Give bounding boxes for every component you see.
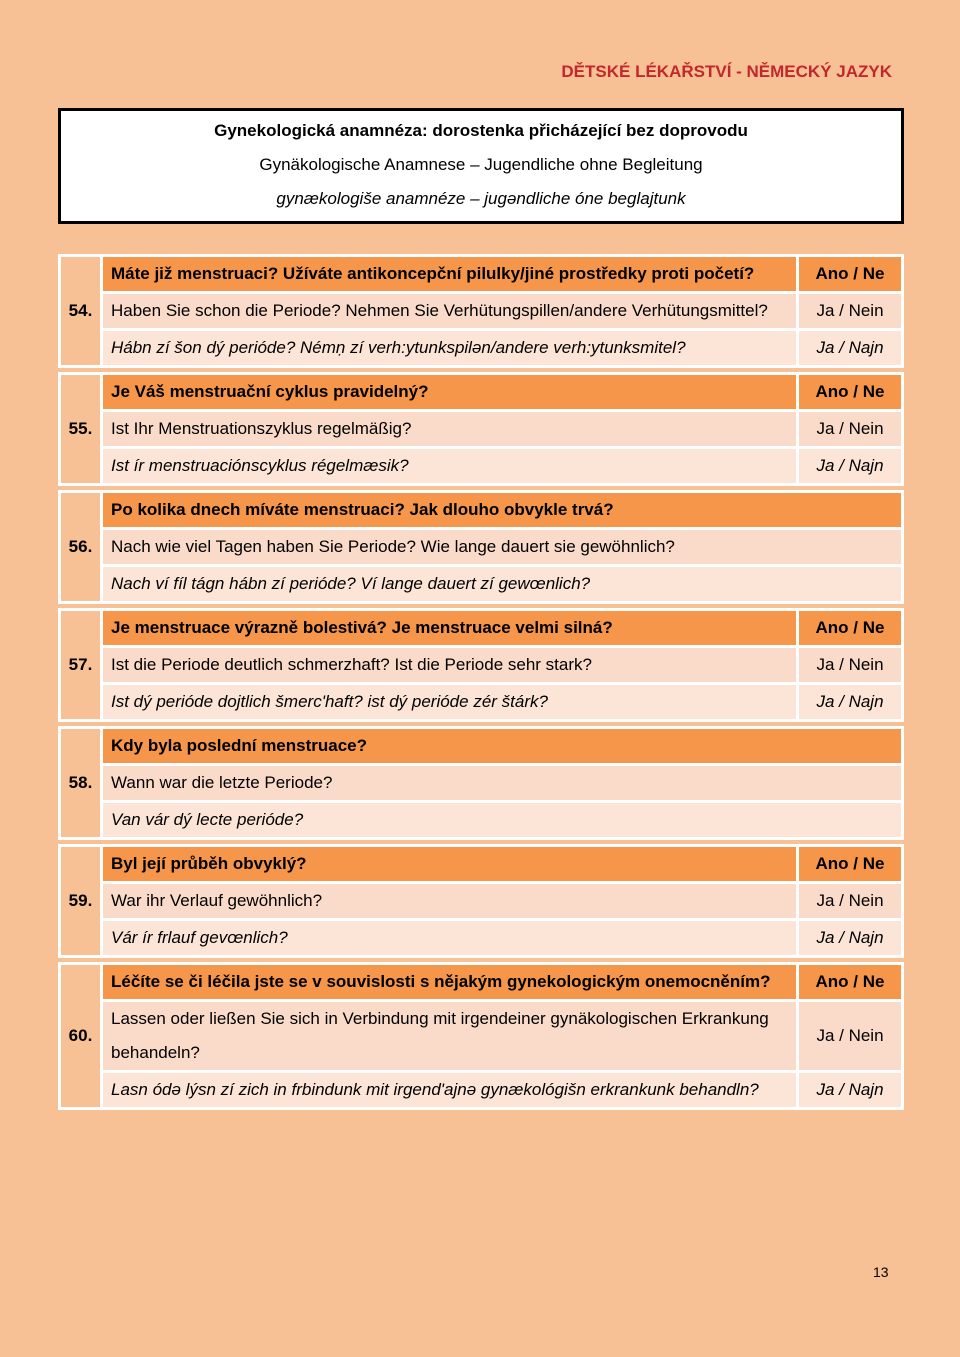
question-number: 57. [60, 610, 102, 721]
question-row-czech [60, 964, 903, 1001]
answer-czech: Ano / Ne [798, 374, 903, 411]
answer-german: Ja / Nein [798, 883, 903, 920]
question-czech: Byl její průběh obvyklý? [102, 846, 798, 883]
question-row-czech [60, 374, 903, 411]
question-row-german [60, 765, 903, 802]
answer-phonetic: Ja / Najn [798, 448, 903, 485]
row-separator [60, 957, 903, 964]
answer-czech: Ano / Ne [798, 964, 903, 1001]
answer-german: Ja / Nein [798, 647, 903, 684]
question-czech: Kdy byla poslední menstruace? [102, 728, 903, 765]
row-separator [60, 603, 903, 610]
page-number: 13 [873, 1264, 889, 1280]
title-phonetic: gynækologiše anamnéze – jugəndliche óne beglajtunk [276, 189, 686, 208]
answer-czech: Ano / Ne [798, 846, 903, 883]
question-row-czech [60, 256, 903, 293]
question-number: 55. [60, 374, 102, 485]
questions-table [58, 254, 904, 1110]
question-number: 59. [60, 846, 102, 957]
question-row-german [60, 1001, 903, 1072]
answer-german: Ja / Nein [798, 1001, 903, 1072]
question-row-phonetic [60, 684, 903, 721]
question-czech: Léčíte se či léčila jste se v souvislosti s nějakým gynekologickým onemocněním? [102, 964, 798, 1001]
answer-czech: Ano / Ne [798, 610, 903, 647]
question-row-phonetic [60, 330, 903, 367]
answer-phonetic: Ja / Najn [798, 920, 903, 957]
question-row-phonetic [60, 1072, 903, 1109]
question-german: Ist Ihr Menstruationszyklus regelmäßig? [102, 411, 798, 448]
question-german: Haben Sie schon die Periode? Nehmen Sie Verhütungspillen/andere Verhütungsmittel? [102, 293, 798, 330]
question-row-czech [60, 728, 903, 765]
question-number: 54. [60, 256, 102, 367]
row-separator [60, 485, 903, 492]
answer-german: Ja / Nein [798, 293, 903, 330]
question-german: Lassen oder ließen Sie sich in Verbindung mit irgendeiner gynäkologischen Erkrankung behandeln? [102, 1001, 798, 1072]
title-german: Gynäkologische Anamnese – Jugendliche ohne Begleitung [259, 155, 703, 174]
question-german: Wann war die letzte Periode? [102, 765, 903, 802]
question-row-german [60, 883, 903, 920]
question-phonetic: Nach ví fíl tágn hábn zí perióde? Ví lange dauert zí gewœnlich? [102, 566, 903, 603]
question-row-phonetic [60, 448, 903, 485]
question-german: Nach wie viel Tagen haben Sie Periode? Wie lange dauert sie gewöhnlich? [102, 529, 903, 566]
answer-czech: Ano / Ne [798, 256, 903, 293]
row-separator [60, 367, 903, 374]
question-number: 60. [60, 964, 102, 1109]
question-phonetic: Van vár dý lecte perióde? [102, 802, 903, 839]
row-separator [60, 721, 903, 728]
title-box [58, 108, 904, 224]
question-row-czech [60, 846, 903, 883]
question-row-german [60, 293, 903, 330]
row-separator [60, 839, 903, 846]
question-phonetic: Lasn ódə lýsn zí zich in frbindunk mit irgend'ajnə gynækológišn erkrankunk behandln? [102, 1072, 798, 1109]
question-czech: Máte již menstruaci? Užíváte antikoncepční pilulky/jiné prostředky proti početí? [102, 256, 798, 293]
answer-phonetic: Ja / Najn [798, 1072, 903, 1109]
question-row-czech [60, 610, 903, 647]
question-row-phonetic [60, 802, 903, 839]
question-phonetic: Ist dý perióde dojtlich šmerc'haft? ist dý perióde zér štárk? [102, 684, 798, 721]
answer-phonetic: Ja / Najn [798, 330, 903, 367]
question-german: War ihr Verlauf gewöhnlich? [102, 883, 798, 920]
document-header: DĚTSKÉ LÉKAŘSTVÍ - NĚMECKÝ JAZYK [561, 62, 892, 81]
question-phonetic: Vár ír frlauf gevœnlich? [102, 920, 798, 957]
question-czech: Je Váš menstruační cyklus pravidelný? [102, 374, 798, 411]
question-row-german [60, 647, 903, 684]
question-czech: Po kolika dnech míváte menstruaci? Jak dlouho obvykle trvá? [102, 492, 903, 529]
answer-german: Ja / Nein [798, 411, 903, 448]
question-phonetic: Ist ír menstruaciónscyklus régelmæsik? [102, 448, 798, 485]
question-row-phonetic [60, 566, 903, 603]
question-row-german [60, 411, 903, 448]
question-row-czech [60, 492, 903, 529]
question-row-phonetic [60, 920, 903, 957]
question-row-german [60, 529, 903, 566]
title-czech: Gynekologická anamnéza: dorostenka přicházející bez doprovodu [214, 121, 748, 140]
question-phonetic: Hábn zí šon dý perióde? Némṇ zí verh:ytunkspilən/andere verh:ytunksmitel? [102, 330, 798, 367]
question-number: 56. [60, 492, 102, 603]
answer-phonetic: Ja / Najn [798, 684, 903, 721]
question-german: Ist die Periode deutlich schmerzhaft? Ist die Periode sehr stark? [102, 647, 798, 684]
question-czech: Je menstruace výrazně bolestivá? Je menstruace velmi silná? [102, 610, 798, 647]
question-number: 58. [60, 728, 102, 839]
